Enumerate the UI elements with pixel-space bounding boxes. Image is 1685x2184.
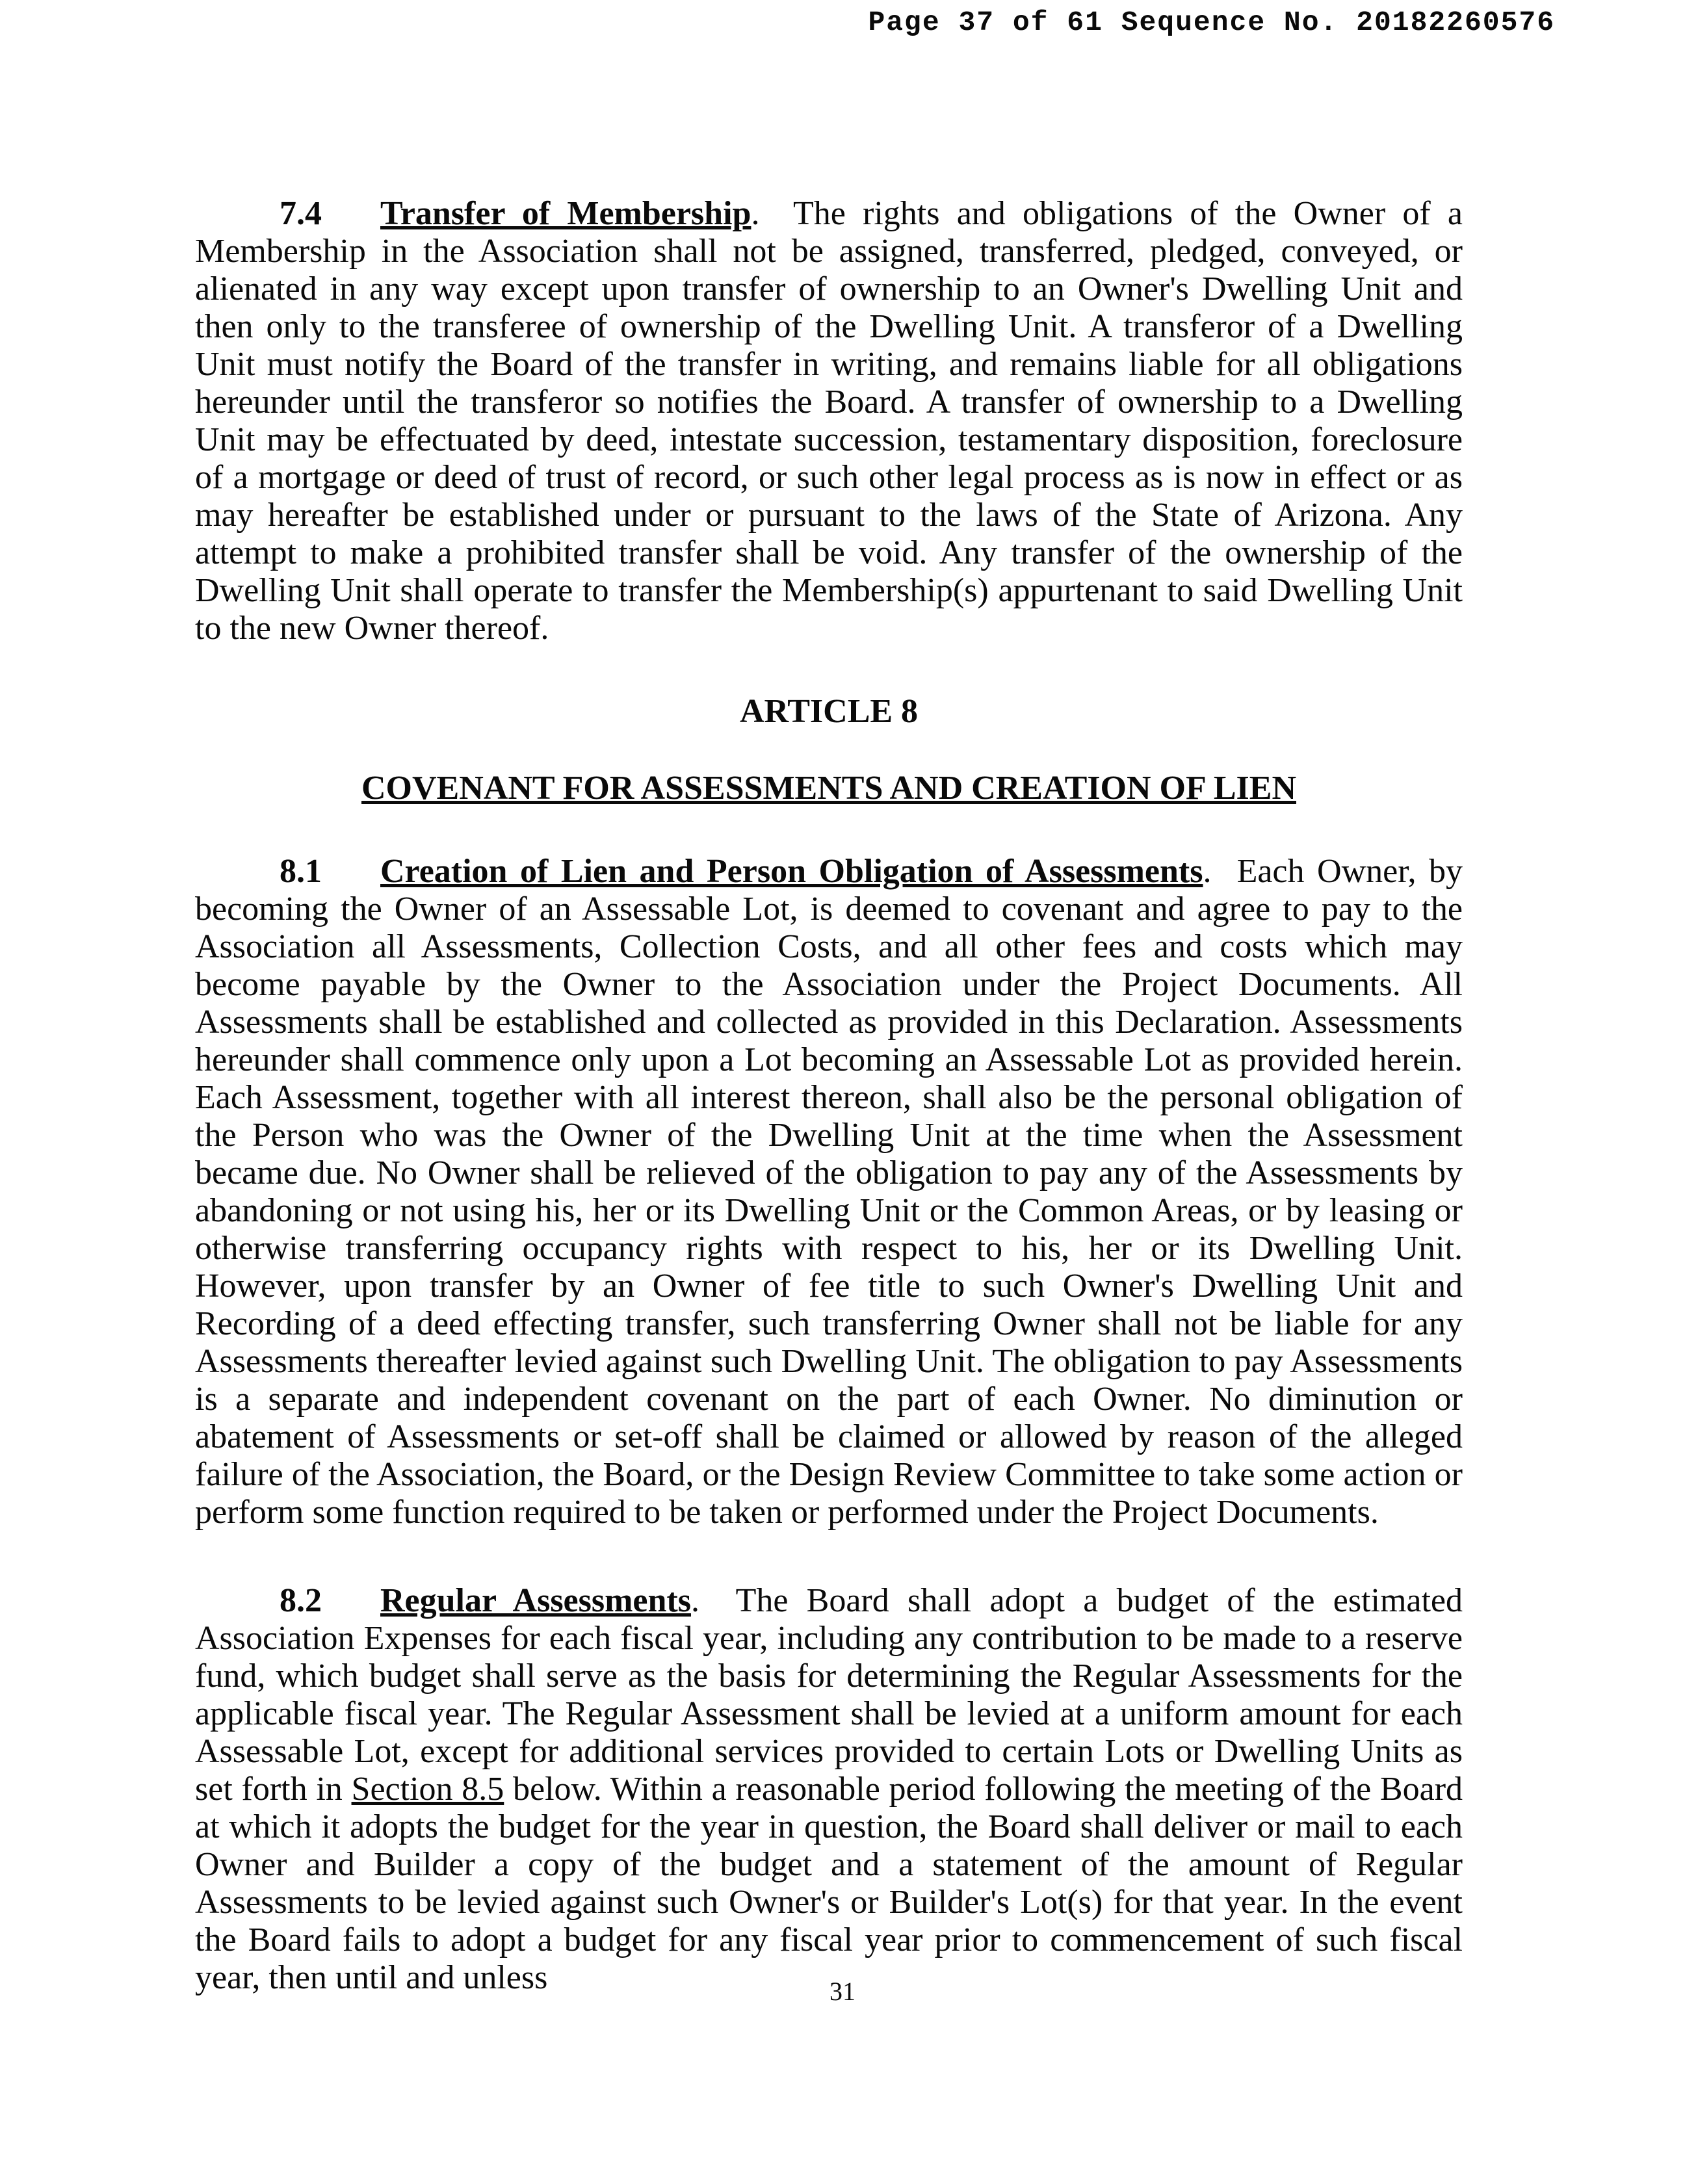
section-number: 7.4	[280, 195, 322, 232]
section-title: Regular Assessments	[380, 1582, 691, 1619]
article-heading: ARTICLE 8	[739, 693, 919, 730]
section-8-2: 8.2 Regular Assessments. The Board shall adopt a budget of the estimated Association Expenses for each fiscal year, including any contribution to be made to a reserve fund, which budget shall serve as the basis for determining the Regular Assessments for the applicable fiscal year. The Regular Assessment shall be levied at a uniform amount for each Assessable Lot, except for additional services provided to certain Lots or Dwelling Units as set forth in Section 8.5 below. Within a reasonable period following the meeting of the Board at which it adopts the budget for the year in question, the Board shall deliver or mail to each Owner and Builder a copy of the budget and a statement of the amount of Regular Assessments to be levied against such Owner's or Builder's Lot(s) for that year. In the event the Board fails to adopt a budget for any fiscal year prior to commencement of such fiscal year, then until and unless	[195, 1582, 1463, 1996]
section-8-1: 8.1 Creation of Lien and Person Obligation of Assessments. Each Owner, by becoming the Owner of an Assessable Lot, is deemed to covenant and agree to pay to the Association all Assessments, Collection Costs, and all other fees and costs which may become payable by the Owner to the Association under the Project Documents. All Assessments shall be established and collected as provided in this Declaration. Assessments hereunder shall commence only upon a Lot becoming an Assessable Lot as provided herein. Each Assessment, together with all interest thereon, shall also be the personal obligation of the Person who was the Owner of the Dwelling Unit at the time when the Assessment became due. No Owner shall be relieved of the obligation to pay any of the Assessments by abandoning or not using his, her or its Dwelling Unit or the Common Areas, or by leasing or otherwise transferring occupancy rights with respect to his, her or its Dwelling Unit. However, upon transfer by an Owner of fee title to such Owner's Dwelling Unit and Recording of a deed effecting transfer, such transferring Owner shall not be liable for any Assessments thereafter levied against such Dwelling Unit. The obligation to pay Assessments is a separate and independent covenant on the part of each Owner. No diminution or abatement of Assessments or set-off shall be claimed or allowed by reason of the alleged failure of the Association, the Board, or the Design Review Committee to take some action or perform some function required to be taken or performed under the Project Documents.	[195, 853, 1463, 1531]
section-7-4: 7.4 Transfer of Membership. The rights and obligations of the Owner of a Membership in the Association shall not be assigned, transferred, pledged, conveyed, or alienated in any way except upon transfer of ownership to an Owner's Dwelling Unit and then only to the transferee of ownership of the Dwelling Unit. A transferor of a Dwelling Unit must notify the Board of the transfer in writing, and remains liable for all obligations hereunder until the transferor so notifies the Board. A transfer of ownership to a Dwelling Unit may be effectuated by deed, intestate succession, testamentary disposition, foreclosure of a mortgage or deed of trust of record, or such other legal process as is now in effect or as may hereafter be established under or pursuant to the laws of the State of Arizona. Any attempt to make a prohibited transfer shall be void. Any transfer of the ownership of the Dwelling Unit shall operate to transfer the Membership(s) appurtenant to said Dwelling Unit to the new Owner thereof.	[195, 195, 1463, 647]
section-number: 8.2	[280, 1582, 322, 1619]
section-body: Each Owner, by becoming the Owner of an Assessable Lot, is deemed to covenant and agree to pay to the Association all Assessments, Collection Costs, and all other fees and costs which may become payable by the Owner to the Association under the Project Documents. All Assessments shall be established and collected as provided in this Declaration. Assessments hereunder shall commence only upon a Lot becoming an Assessable Lot as provided herein. Each Assessment, together with all interest thereon, shall also be the personal obligation of the Person who was the Owner of the Dwelling Unit at the time when the Assessment became due. No Owner shall be relieved of the obligation to pay any of the Assessments by abandoning or not using his, her or its Dwelling Unit or the Common Areas, or by leasing or otherwise transferring occupancy rights with respect to his, her or its Dwelling Unit. However, upon transfer by an Owner of fee title to such Owner's Dwelling Unit and Recording of a deed effecting transfer, such transferring Owner shall not be liable for any Assessments thereafter levied against such Dwelling Unit. The obligation to pay Assessments is a separate and independent covenant on the part of each Owner. No diminution or abatement of Assessments or set-off shall be claimed or allowed by reason of the alleged failure of the Association, the Board, or the Design Review Committee to take some action or perform some function required to be taken or performed under the Project Documents.	[195, 853, 1463, 1531]
section-body-part2: below. Within a reasonable period following the meeting of the Board at which it adopts the budget for the year in question, the Board shall deliver or mail to each Owner and Builder a copy of the budget and a statement of the amount of Regular Assessments to be levied against such Owner's or Builder's Lot(s) for that year. In the event the Board fails to adopt a budget for any fiscal year prior to commencement of such fiscal year, then until and unless	[195, 1771, 1463, 1996]
section-number: 8.1	[280, 853, 322, 890]
section-cross-reference: Section 8.5	[351, 1771, 504, 1808]
section-title: Transfer of Membership	[380, 195, 751, 232]
section-body: The rights and obligations of the Owner of a Membership in the Association shall not be assigned, transferred, pledged, conveyed, or alienated in any way except upon transfer of ownership to an Owner's Dwelling Unit and then only to the transferee of ownership of the Dwelling Unit. A transferor of a Dwelling Unit must notify the Board of the transfer in writing, and remains liable for all obligations hereunder until the transferor so notifies the Board. A transfer of ownership to a Dwelling Unit may be effectuated by deed, intestate succession, testamentary disposition, foreclosure of a mortgage or deed of trust of record, or such other legal process as is now in effect or as may hereafter be established under or pursuant to the laws of the State of Arizona. Any attempt to make a prohibited transfer shall be void. Any transfer of the ownership of the Dwelling Unit shall operate to transfer the Membership(s) appurtenant to said Dwelling Unit to the new Owner thereof.	[195, 195, 1463, 647]
article-title: COVENANT FOR ASSESSMENTS AND CREATION OF LIEN	[361, 770, 1296, 807]
recording-page-stamp: Page 37 of 61 Sequence No. 20182260576	[868, 6, 1555, 38]
section-body-part1: The Board shall adopt a budget of the estimated Association Expenses for each fiscal year, including any contribution to be made to a reserve fund, which budget shall serve as the basis for determining the Regular Assessments for the applicable fiscal year. The Regular Assessment shall be levied at a uniform amount for each Assessable Lot, except for additional services provided to certain Lots or Dwelling Units as set forth in	[195, 1582, 1463, 1808]
section-title: Creation of Lien and Person Obligation of Assessments	[380, 853, 1203, 890]
page-number: 31	[829, 1977, 856, 2006]
document-body	[195, 195, 1463, 1997]
